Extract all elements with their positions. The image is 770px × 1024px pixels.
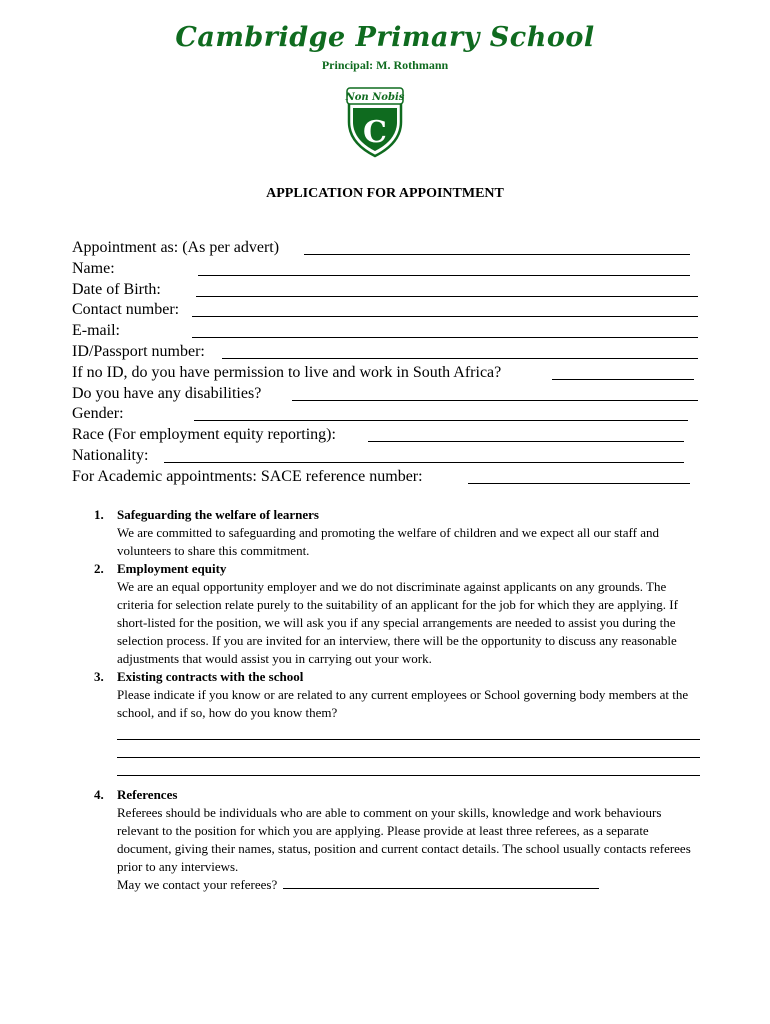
section-number: 4. bbox=[94, 787, 104, 802]
crest-motto: Non Nobis bbox=[345, 92, 405, 103]
section-employment-equity bbox=[94, 560, 704, 668]
field-contact-number bbox=[72, 300, 702, 321]
terms-sections bbox=[94, 506, 704, 894]
section-heading: Safeguarding the welfare of learners bbox=[117, 507, 319, 522]
section-body: Referees should be individuals who are able to comment on your skills, knowledge and work behaviours relevant to the position for which you are applying. Please provide at least three referees, as a separate document, giving their names, status, position and current contact details. The school usually contacts referees prior to any interviews. bbox=[117, 805, 691, 874]
field-gender bbox=[72, 404, 702, 425]
field-label: Gender: bbox=[72, 405, 124, 423]
contact-number-input-line[interactable] bbox=[192, 316, 698, 317]
field-label: Race (For employment equity reporting): bbox=[72, 426, 336, 444]
referee-contact-question: May we contact your referees? bbox=[117, 877, 278, 892]
id-passport-input-line[interactable] bbox=[222, 358, 698, 359]
gender-input-line[interactable] bbox=[194, 420, 688, 421]
referee-contact-row bbox=[117, 876, 704, 894]
field-label: For Academic appointments: SACE reference number: bbox=[72, 467, 423, 485]
race-input-line[interactable] bbox=[368, 441, 684, 442]
field-date-of-birth bbox=[72, 280, 702, 301]
field-label: E-mail: bbox=[72, 322, 120, 340]
field-label: Appointment as: (As per advert) bbox=[72, 239, 280, 256]
field-label: If no ID, do you have permission to live and work in South Africa? bbox=[72, 363, 502, 381]
field-appointment bbox=[72, 238, 702, 259]
form-title: APPLICATION FOR APPOINTMENT bbox=[266, 186, 504, 201]
name-input-line[interactable] bbox=[198, 275, 690, 276]
field-id-passport bbox=[72, 342, 702, 363]
email-input-line[interactable] bbox=[192, 337, 698, 338]
school-crest bbox=[343, 84, 407, 158]
section-body: We are an equal opportunity employer and we do not discriminate against applicants on any grounds. The criteria for selection relate purely to the suitability of an applicant for the job for which they are applying. If short-listed for the position, we will ask you if any special arrangements are needed to assist you during the selection process. If you are invited for an interview, there will be the opportunity to discuss any reasonable adjustments that would assist you in carrying out your work. bbox=[117, 579, 678, 666]
field-nationality bbox=[72, 446, 702, 467]
section-body: We are committed to safeguarding and promoting the welfare of children and we expect all our staff and volunteers to share this commitment. bbox=[117, 525, 659, 558]
nationality-input-line[interactable] bbox=[164, 462, 684, 463]
section-number: 1. bbox=[94, 507, 104, 522]
principal-name: Principal: M. Rothmann bbox=[321, 58, 449, 72]
section-body: Please indicate if you know or are related to any current employees or School governing body members at the school, and if so, how do you know them? bbox=[117, 687, 689, 720]
field-label: Do you have any disabilities? bbox=[72, 384, 262, 402]
contracts-answer-line-2[interactable] bbox=[117, 740, 700, 758]
section-heading: Employment equity bbox=[117, 561, 227, 576]
field-label: Nationality: bbox=[72, 446, 149, 464]
school-name: Cambridge Primary School bbox=[175, 22, 595, 53]
field-label: Date of Birth: bbox=[72, 280, 161, 298]
field-label: Name: bbox=[72, 259, 115, 277]
section-number: 2. bbox=[94, 561, 104, 576]
permission-input-line[interactable] bbox=[552, 379, 694, 380]
section-heading: References bbox=[117, 787, 178, 802]
section-number: 3. bbox=[94, 669, 104, 684]
section-references bbox=[94, 786, 704, 894]
section-heading: Existing contracts with the school bbox=[117, 669, 304, 684]
section-safeguarding bbox=[94, 506, 704, 560]
disabilities-input-line[interactable] bbox=[292, 400, 698, 401]
crest-letter: C bbox=[363, 115, 387, 150]
field-label: Contact number: bbox=[72, 301, 180, 319]
field-race bbox=[72, 425, 702, 446]
field-permission bbox=[72, 363, 702, 384]
field-disabilities bbox=[72, 384, 702, 405]
referee-contact-input-line[interactable] bbox=[283, 876, 599, 889]
contracts-answer-line-3[interactable] bbox=[117, 758, 700, 776]
field-name bbox=[72, 259, 702, 280]
sace-reference-input-line[interactable] bbox=[468, 483, 690, 484]
section-existing-contracts bbox=[94, 668, 704, 786]
appointment-input-line[interactable] bbox=[304, 254, 690, 255]
field-email bbox=[72, 321, 702, 342]
field-sace-reference bbox=[72, 467, 702, 488]
applicant-details bbox=[72, 238, 702, 488]
contracts-answer-line-1[interactable] bbox=[117, 722, 700, 740]
date-of-birth-input-line[interactable] bbox=[196, 296, 698, 297]
field-label: ID/Passport number: bbox=[72, 342, 205, 360]
